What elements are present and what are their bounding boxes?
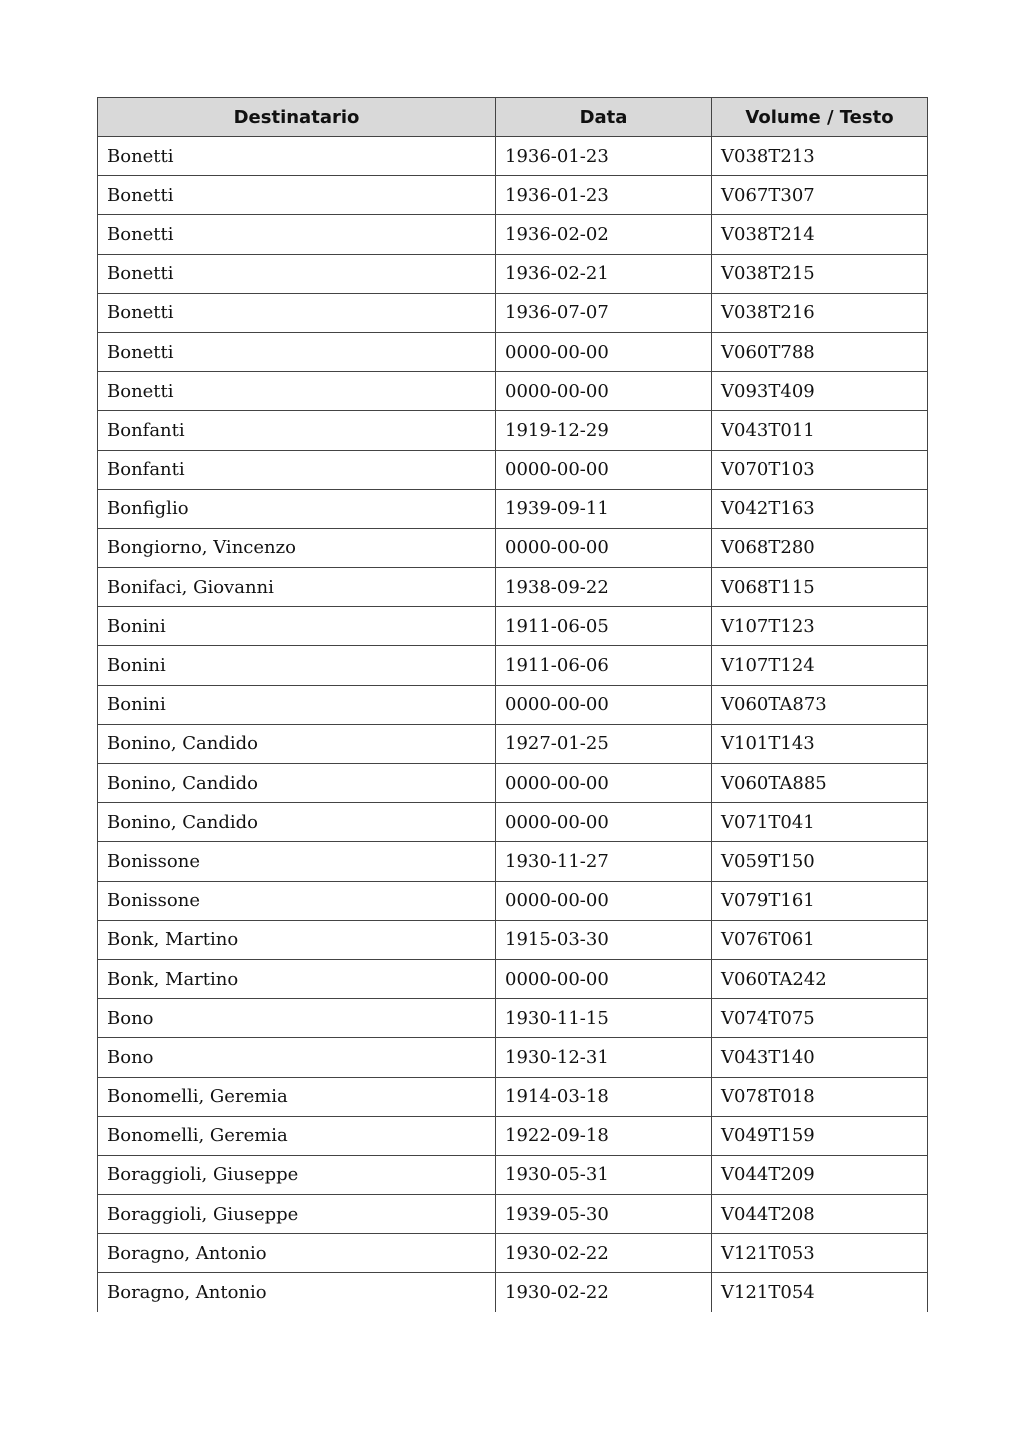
cell-destinatario: Bonetti	[98, 254, 496, 293]
cell-data: 1936-02-02	[496, 215, 712, 254]
header-destinatario: Destinatario	[98, 98, 496, 137]
cell-volume-testo: V068T115	[712, 568, 928, 607]
cell-data: 1930-05-31	[496, 1155, 712, 1194]
cell-volume-testo: V060TA242	[712, 959, 928, 998]
cell-destinatario: Bonomelli, Geremia	[98, 1077, 496, 1116]
cell-volume-testo: V044T209	[712, 1155, 928, 1194]
table-row	[98, 176, 928, 215]
cell-data: 1938-09-22	[496, 568, 712, 607]
cell-destinatario: Bonomelli, Geremia	[98, 1116, 496, 1155]
cell-destinatario: Bonissone	[98, 881, 496, 920]
cell-data: 0000-00-00	[496, 881, 712, 920]
table-row	[98, 1116, 928, 1155]
cell-destinatario: Bonk, Martino	[98, 959, 496, 998]
table-row	[98, 372, 928, 411]
cell-data: 1911-06-06	[496, 646, 712, 685]
table-row	[98, 1273, 928, 1312]
cell-destinatario: Bonetti	[98, 293, 496, 332]
cell-volume-testo: V043T011	[712, 411, 928, 450]
table-row	[98, 764, 928, 803]
cell-data: 1939-05-30	[496, 1195, 712, 1234]
cell-data: 1939-09-11	[496, 489, 712, 528]
cell-destinatario: Bonfanti	[98, 411, 496, 450]
table-row	[98, 293, 928, 332]
table-row	[98, 842, 928, 881]
header-volume-testo: Volume / Testo	[712, 98, 928, 137]
cell-volume-testo: V060TA873	[712, 685, 928, 724]
cell-volume-testo: V067T307	[712, 176, 928, 215]
table-row	[98, 489, 928, 528]
cell-destinatario: Bonfanti	[98, 450, 496, 489]
cell-volume-testo: V044T208	[712, 1195, 928, 1234]
cell-destinatario: Bonifaci, Giovanni	[98, 568, 496, 607]
cell-destinatario: Boraggioli, Giuseppe	[98, 1195, 496, 1234]
table-row	[98, 1077, 928, 1116]
cell-volume-testo: V121T053	[712, 1234, 928, 1273]
cell-data: 1930-11-27	[496, 842, 712, 881]
cell-data: 1936-07-07	[496, 293, 712, 332]
cell-destinatario: Boraggioli, Giuseppe	[98, 1155, 496, 1194]
cell-data: 0000-00-00	[496, 685, 712, 724]
cell-volume-testo: V038T214	[712, 215, 928, 254]
cell-volume-testo: V059T150	[712, 842, 928, 881]
cell-data: 0000-00-00	[496, 332, 712, 371]
cell-destinatario: Bonini	[98, 685, 496, 724]
cell-data: 0000-00-00	[496, 450, 712, 489]
table-row	[98, 137, 928, 176]
table-row	[98, 1195, 928, 1234]
cell-volume-testo: V093T409	[712, 372, 928, 411]
cell-data: 1927-01-25	[496, 724, 712, 763]
cell-destinatario: Bonino, Candido	[98, 724, 496, 763]
table-row	[98, 959, 928, 998]
table-row	[98, 332, 928, 371]
table-row	[98, 450, 928, 489]
table-row	[98, 999, 928, 1038]
correspondence-index-table	[97, 97, 928, 1312]
cell-destinatario: Bono	[98, 999, 496, 1038]
cell-volume-testo: V078T018	[712, 1077, 928, 1116]
table-row	[98, 568, 928, 607]
table-row	[98, 881, 928, 920]
cell-data: 1922-09-18	[496, 1116, 712, 1155]
cell-data: 1936-01-23	[496, 176, 712, 215]
table-row	[98, 528, 928, 567]
cell-volume-testo: V107T123	[712, 607, 928, 646]
cell-volume-testo: V101T143	[712, 724, 928, 763]
table-row	[98, 1155, 928, 1194]
cell-volume-testo: V043T140	[712, 1038, 928, 1077]
cell-data: 1911-06-05	[496, 607, 712, 646]
table-row	[98, 254, 928, 293]
table-row	[98, 920, 928, 959]
cell-data: 0000-00-00	[496, 528, 712, 567]
cell-data: 0000-00-00	[496, 959, 712, 998]
cell-destinatario: Bonetti	[98, 372, 496, 411]
table-row	[98, 215, 928, 254]
cell-destinatario: Bono	[98, 1038, 496, 1077]
table-header	[98, 98, 928, 137]
cell-volume-testo: V060TA885	[712, 764, 928, 803]
cell-data: 0000-00-00	[496, 372, 712, 411]
cell-volume-testo: V079T161	[712, 881, 928, 920]
cell-volume-testo: V076T061	[712, 920, 928, 959]
table-row	[98, 724, 928, 763]
header-row	[98, 98, 928, 137]
cell-volume-testo: V107T124	[712, 646, 928, 685]
cell-destinatario: Bonino, Candido	[98, 803, 496, 842]
cell-volume-testo: V071T041	[712, 803, 928, 842]
table-row	[98, 1234, 928, 1273]
cell-data: 1930-02-22	[496, 1273, 712, 1312]
cell-data: 1930-12-31	[496, 1038, 712, 1077]
cell-volume-testo: V070T103	[712, 450, 928, 489]
cell-data: 1936-02-21	[496, 254, 712, 293]
cell-data: 1914-03-18	[496, 1077, 712, 1116]
cell-volume-testo: V042T163	[712, 489, 928, 528]
table-row	[98, 607, 928, 646]
cell-destinatario: Bonetti	[98, 332, 496, 371]
cell-volume-testo: V038T213	[712, 137, 928, 176]
table-row	[98, 646, 928, 685]
cell-destinatario: Bonini	[98, 646, 496, 685]
table-row	[98, 1038, 928, 1077]
cell-data: 1930-11-15	[496, 999, 712, 1038]
cell-destinatario: Bonetti	[98, 137, 496, 176]
table-body	[98, 137, 928, 1312]
table-row	[98, 411, 928, 450]
cell-volume-testo: V121T054	[712, 1273, 928, 1312]
cell-destinatario: Boragno, Antonio	[98, 1234, 496, 1273]
cell-data: 1919-12-29	[496, 411, 712, 450]
cell-destinatario: Boragno, Antonio	[98, 1273, 496, 1312]
cell-volume-testo: V038T215	[712, 254, 928, 293]
cell-destinatario: Bonetti	[98, 215, 496, 254]
cell-data: 0000-00-00	[496, 764, 712, 803]
cell-destinatario: Bonfiglio	[98, 489, 496, 528]
cell-destinatario: Bonk, Martino	[98, 920, 496, 959]
cell-volume-testo: V068T280	[712, 528, 928, 567]
table-row	[98, 685, 928, 724]
cell-destinatario: Bonetti	[98, 176, 496, 215]
cell-data: 0000-00-00	[496, 803, 712, 842]
header-data: Data	[496, 98, 712, 137]
table-row	[98, 803, 928, 842]
cell-destinatario: Bonissone	[98, 842, 496, 881]
cell-volume-testo: V060T788	[712, 332, 928, 371]
cell-volume-testo: V074T075	[712, 999, 928, 1038]
cell-data: 1915-03-30	[496, 920, 712, 959]
cell-destinatario: Bonini	[98, 607, 496, 646]
cell-destinatario: Bonino, Candido	[98, 764, 496, 803]
cell-destinatario: Bongiorno, Vincenzo	[98, 528, 496, 567]
cell-volume-testo: V049T159	[712, 1116, 928, 1155]
cell-data: 1936-01-23	[496, 137, 712, 176]
cell-data: 1930-02-22	[496, 1234, 712, 1273]
cell-volume-testo: V038T216	[712, 293, 928, 332]
